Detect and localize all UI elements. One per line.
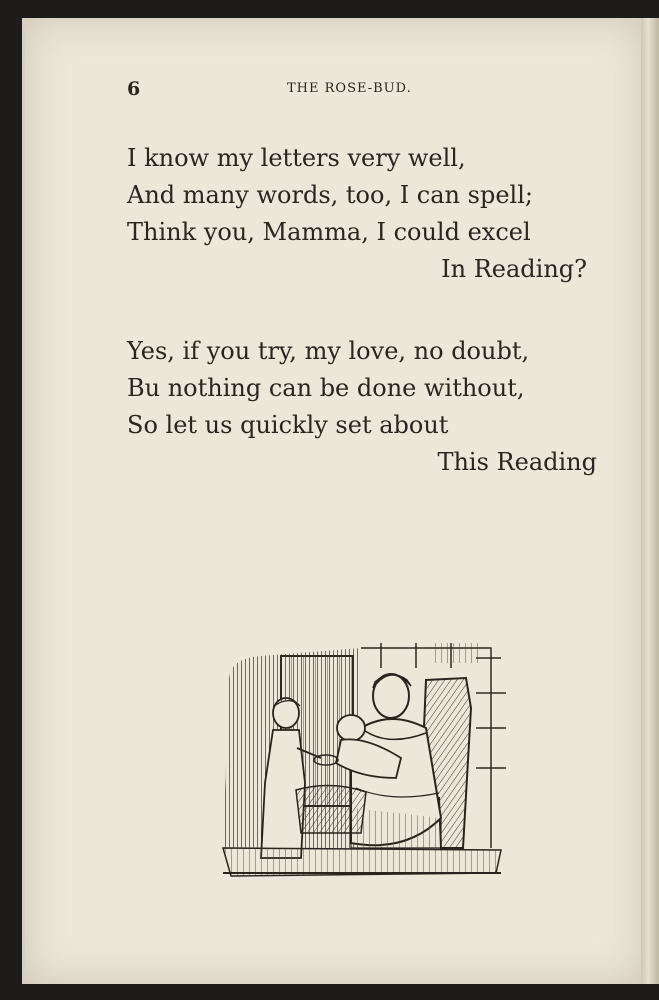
poem-line: And many words, too, I can spell; (127, 181, 533, 209)
poem-refrain: This Reading (437, 448, 597, 476)
floor (223, 848, 501, 876)
poem-line: Yes, if you try, my love, no doubt, (127, 337, 530, 365)
stanza-1 (127, 140, 587, 288)
stanza-2 (127, 333, 597, 481)
cradle (296, 785, 366, 833)
poem-line: Think you, Mamma, I could excel (127, 218, 531, 246)
window-pane (433, 643, 481, 663)
poem-line: I know my letters very well, (127, 144, 466, 172)
poem-line: So let us quickly set about (127, 411, 449, 439)
book-page (22, 18, 644, 984)
page-edge (641, 18, 659, 984)
page-number: 6 (127, 78, 141, 100)
poem-refrain: In Reading? (441, 255, 587, 283)
book-title: THE ROSE-BUD. (287, 81, 412, 96)
running-head (25, 78, 644, 102)
poem-line: Bu nothing can be done without, (127, 374, 525, 402)
bowl (314, 755, 338, 765)
woodcut-illustration (201, 618, 511, 878)
